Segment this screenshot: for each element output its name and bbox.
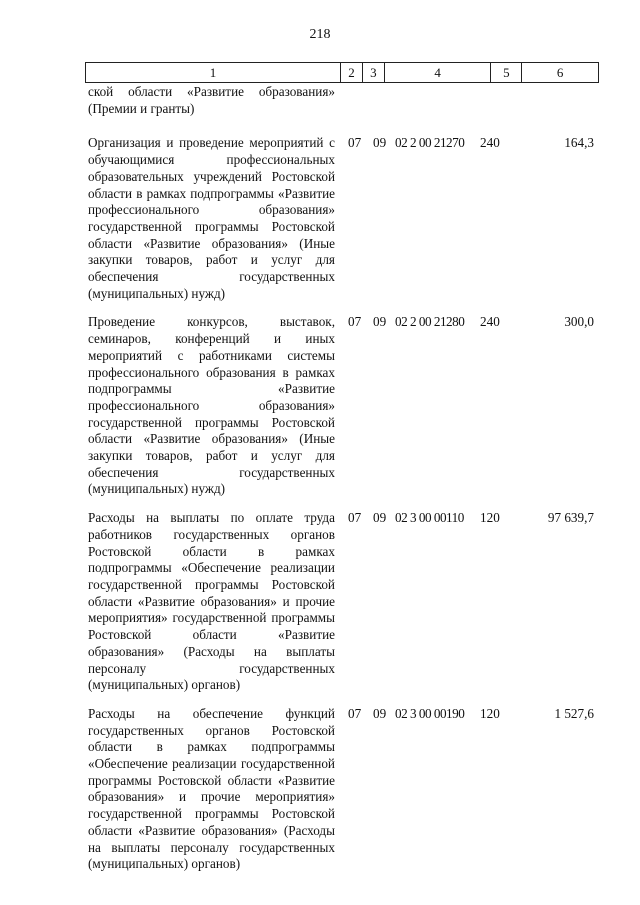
table-row	[88, 314, 598, 498]
table-body	[88, 84, 598, 873]
header-col-1: 1	[86, 63, 341, 82]
row-razdel: 07	[348, 510, 362, 526]
row-expense-type: 240	[480, 314, 500, 330]
row-target-code: 02 3 00 00110	[395, 510, 464, 526]
page-number: 218	[309, 27, 331, 42]
row-amount: 300,0	[564, 314, 594, 330]
table-header	[85, 62, 599, 83]
row-description: Расходы на обеспечение функций государственных органов Ростовской области в рамках подпрограммы «Обеспечение реализации государственной программы Ростовской области «Развитие образования» и прочие мероприятия» государственной программы Ростовской области «Развитие образования» (Расходы на выплаты персоналу государственных (муниципальных) органов)	[88, 705, 335, 872]
row-podrazdel: 09	[373, 510, 387, 526]
header-col-6: 6	[556, 65, 564, 80]
row-amount: 97 639,7	[547, 510, 594, 526]
table-row	[88, 510, 598, 694]
header-col-4: 4	[385, 63, 492, 82]
row-razdel: 07	[348, 135, 362, 151]
table-row	[88, 84, 598, 117]
row-description: ской области «Развитие образования» (Премии и гранты)	[88, 84, 335, 116]
header-col-3: 3	[363, 63, 385, 82]
row-razdel: 07	[348, 705, 362, 721]
row-podrazdel: 09	[373, 314, 387, 330]
row-description: Организация и проведение мероприятий с обучающимися профессиональных образовательных учреждений Ростовской области в рамках подпрограммы «Развитие профессионального образования» государственной программы Ростовской области «Развитие образования» (Иные закупки товаров, работ и услуг для обеспечения государственных (муниципальных) нужд)	[88, 135, 335, 301]
header-col-5: 5	[491, 63, 522, 82]
row-expense-type: 240	[480, 135, 500, 151]
header-col-2: 2	[341, 63, 363, 82]
row-target-code: 02 3 00 00190	[395, 705, 465, 721]
row-target-code: 02 2 00 21270	[395, 135, 465, 151]
row-podrazdel: 09	[373, 705, 387, 721]
row-description: Расходы на выплаты по оплате труда работников государственных органов Ростовской области в рамках подпрограммы «Обеспечение реализации государственной программы Ростовской области «Развитие образования» и прочие мероприятия» государственной программы Ростовской области «Развитие образования» (Расходы на выплаты персоналу государственных (муниципальных) органов)	[88, 510, 335, 693]
row-expense-type: 120	[480, 510, 500, 526]
row-description: Проведение конкурсов, выставок, семинаров, конференций и иных мероприятий с работниками системы профессионального образования в рамках подпрограммы «Развитие профессионального образования» государственной программы Ростовской области «Развитие образования» (Иные закупки товаров, работ и услуг для обеспечения государственных (муниципальных) нужд)	[88, 314, 335, 497]
row-podrazdel: 09	[373, 135, 387, 151]
row-target-code: 02 2 00 21280	[395, 314, 465, 330]
row-amount: 1 527,6	[554, 705, 594, 721]
table-row	[88, 706, 598, 873]
table-row	[88, 135, 598, 302]
row-razdel: 07	[348, 314, 362, 330]
row-expense-type: 120	[480, 705, 500, 721]
row-amount: 164,3	[564, 135, 594, 151]
